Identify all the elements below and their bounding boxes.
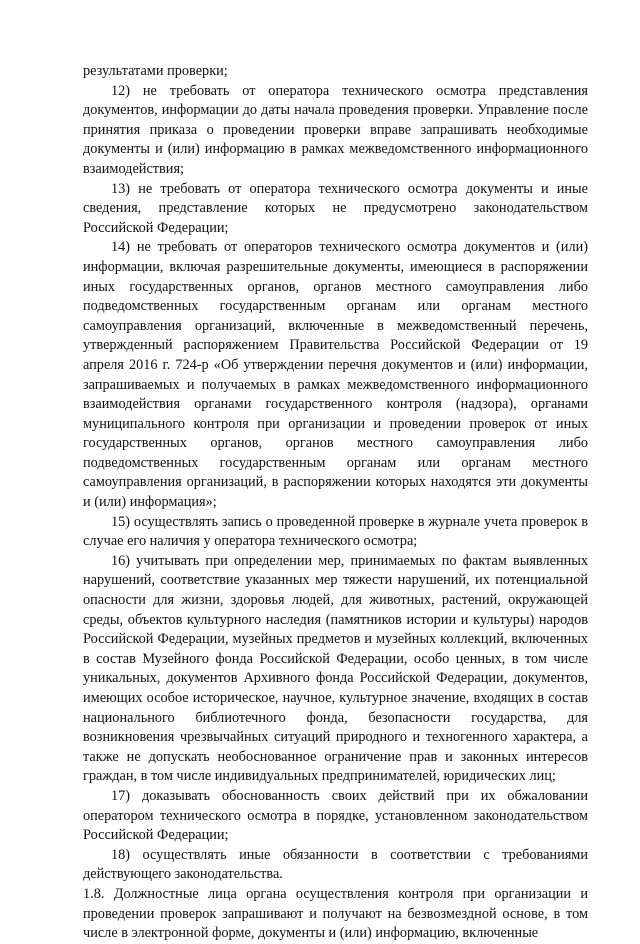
paragraph-item-17: 17) доказывать обоснованность своих действий при их обжаловании оператором технического осмотра в порядке, установленном законодательством Российской Федерации; — [83, 787, 588, 844]
paragraph-item-13: 13) не требовать от оператора технического осмотра документы и иные сведения, представление которых не предусмотрено законодательством Российской Федерации; — [83, 180, 588, 236]
paragraph-item-14: 14) не требовать от операторов технического осмотра документов и (или) информации, включая разрешительные документы, имеющиеся в распоряжении иных государственных органов, органов местного самоуправления либо подведомственных государственным органам или органам местного самоуправления организаций, включенные в межведомственный перечень, утвержденный распоряжением Правительства Российской Федерации от 19 апреля 2016 г. 724-р «Об утверждении перечня документов и (или) информации, запрашиваемых и получаемых в рамках межведомственного информационного взаимодействия органами государственного контроля (надзора), органами муниципального контроля при организации и проведении проверок от иных государственных органов, органов местного самоуправления либо подведомственных государственным органам или органам местного самоуправления организаций, в распоряжении которых находятся эти документы и (или) информация»; — [83, 239, 588, 511]
paragraph-item-15: 15) осуществлять запись о проведенной проверке в журнале учета проверок в случае его наличия у оператора технического осмотра; — [83, 513, 588, 550]
paragraph-section-1-8: 1.8. Должностные лица органа осуществления контроля при организации и проведении проверок запрашивают и получают на безвозмездной основе, в том числе в электронной форме, документы и (или) информацию, включенные — [83, 885, 588, 942]
paragraph-item-12: 12) не требовать от оператора технического осмотра представления документов, информации до даты начала проведения проверки. Управление после принятия приказа о проведении проверки вправе запрашивать необходимые документы и (или) информацию в рамках межведомственного информационного взаимодействия; — [83, 82, 588, 177]
paragraph-item-16: 16) учитывать при определении мер, принимаемых по фактам выявленных нарушений, соответствие указанных мер тяжести нарушений, их потенциальной опасности для жизни, здоровья людей, для животных, растений, окружающей среды, объектов культурного наследия (памятников истории и культуры) народов Российской Федерации, музейных предметов и музейных коллекций, включенных в состав Музейного фонда Российской Федерации, особо ценных, в том числе уникальных, документов Архивного фонда Российской Федерации, документов, имеющих особое историческое, научное, культурное значение, входящих в состав национального библиотечного фонда, безопасности государства, для возникновения чрезвычайных ситуаций природного и техногенного характера, а также не допускать необоснованное ограничение прав и законных интересов граждан, в том числе индивидуальных предпринимателей, юридических лиц; — [83, 552, 588, 785]
paragraph-continuation: результатами проверки; — [83, 63, 228, 79]
paragraph-item-18: 18) осуществлять иные обязанности в соответствии с требованиями действующего законодательства. — [83, 846, 588, 883]
